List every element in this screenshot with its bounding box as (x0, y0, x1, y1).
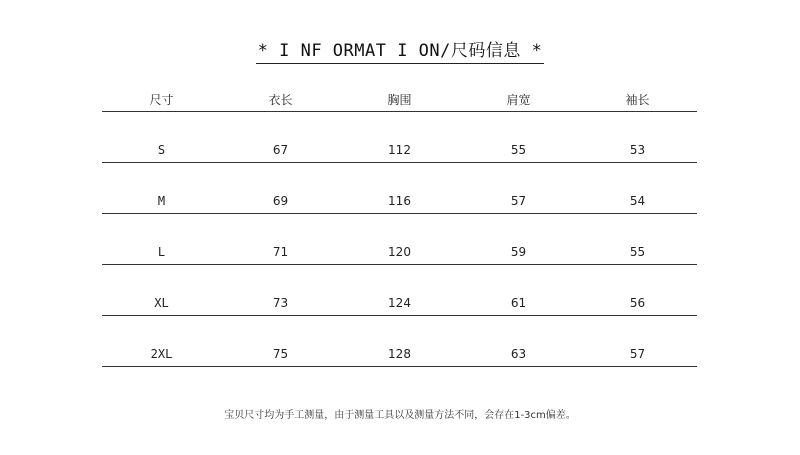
size-cell: L (102, 214, 221, 265)
length-cell: 71 (221, 214, 340, 265)
header-size: 尺寸 (102, 88, 221, 112)
page-title: * I NF ORMAT I ON/尺码信息 * (256, 36, 545, 64)
length-cell: 75 (221, 316, 340, 367)
shoulder-cell: 57 (459, 163, 578, 214)
table-row (102, 163, 697, 214)
header-shoulder: 肩宽 (459, 88, 578, 112)
table-row (102, 214, 697, 265)
table-row (102, 316, 697, 367)
shoulder-cell: 61 (459, 265, 578, 316)
table-row (102, 112, 697, 163)
length-cell: 73 (221, 265, 340, 316)
size-cell: 2XL (102, 316, 221, 367)
header-sleeve: 袖长 (578, 88, 697, 112)
size-cell: S (102, 112, 221, 163)
sleeve-cell: 55 (578, 214, 697, 265)
length-cell: 69 (221, 163, 340, 214)
measurement-note: 宝贝尺寸均为手工测量，由于测量工具以及测量方法不同，会存在1-3cm偏差。 (224, 410, 576, 421)
size-cell: M (102, 163, 221, 214)
size-cell: XL (102, 265, 221, 316)
title-container (0, 36, 800, 64)
table-row (102, 265, 697, 316)
chest-cell: 120 (340, 214, 459, 265)
length-cell: 67 (221, 112, 340, 163)
header-length: 衣长 (221, 88, 340, 112)
shoulder-cell: 55 (459, 112, 578, 163)
chest-cell: 112 (340, 112, 459, 163)
sleeve-cell: 54 (578, 163, 697, 214)
chest-cell: 124 (340, 265, 459, 316)
header-chest: 胸围 (340, 88, 459, 112)
shoulder-cell: 63 (459, 316, 578, 367)
table-header-row (102, 88, 697, 112)
sleeve-cell: 53 (578, 112, 697, 163)
sleeve-cell: 57 (578, 316, 697, 367)
chest-cell: 116 (340, 163, 459, 214)
sleeve-cell: 56 (578, 265, 697, 316)
chest-cell: 128 (340, 316, 459, 367)
shoulder-cell: 59 (459, 214, 578, 265)
size-chart-table (102, 88, 697, 367)
